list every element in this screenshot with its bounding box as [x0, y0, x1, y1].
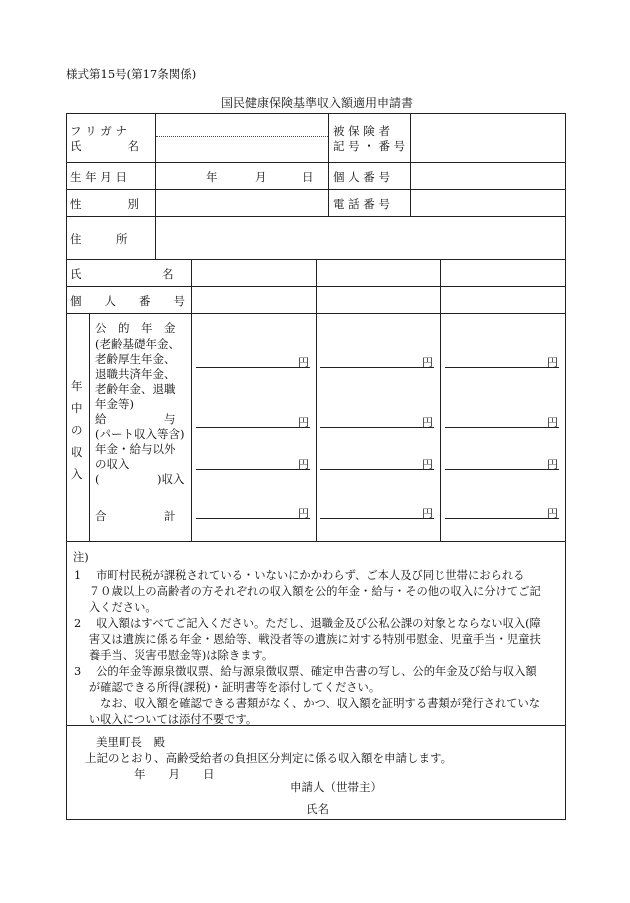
address-field[interactable] — [156, 217, 563, 258]
income-side-char-5: 入 — [71, 467, 83, 481]
insured-number-field[interactable] — [411, 114, 563, 161]
note-line-7: 3 公的年金等源泉徴収票、給与源泉徴収票、確定申告書の写し、公的年金及び給与収入額 — [74, 665, 537, 678]
income-side-char-4: 収 — [71, 445, 83, 459]
name-field[interactable] — [156, 137, 327, 161]
salary-line-1: 給 与 — [95, 412, 176, 426]
salary-line-2: (パート収入等含) — [95, 427, 185, 441]
member-3-total-yen: 円 — [547, 507, 558, 520]
member-3-name-field[interactable] — [441, 260, 563, 285]
income-side-char-3: の — [71, 423, 83, 437]
pension-line-6: 年金等) — [95, 397, 134, 411]
note-line-2: ７０歳以上の高齢者の方それぞれの収入額を公的年金・給与・その他の収入に分けてご記 — [74, 585, 541, 598]
addressee: 美里町長 殿 — [96, 735, 165, 749]
other-line-2: の収入 — [95, 457, 130, 471]
note-line-9: なお、収入額を確認できる書類がなく、かつ、収入額を証明する書類が発行されていな — [74, 697, 541, 710]
personal-number-label: 個 人 番 号 — [333, 170, 390, 184]
member-1-pension-yen: 円 — [298, 356, 309, 369]
declaration-text: 上記のとおり、高齢受給者の負担区分判定に係る収入額を申請します。 — [85, 751, 453, 765]
member-personal-number-label: 個 人 番 号 — [70, 294, 185, 308]
pension-line-4: 退職共済年金、 — [95, 367, 176, 381]
custom-income-label: ( )収入 — [95, 472, 185, 486]
member-1-other-yen: 円 — [298, 458, 309, 471]
member-name-label: 氏 名 — [70, 267, 174, 281]
declaration-date[interactable]: 年 月 日 — [134, 767, 215, 781]
note-line-10: い収入については添付不要です。 — [74, 713, 258, 726]
form-number: 様式第15号(第17条関係) — [66, 67, 197, 81]
applicant-name-label: 氏名 — [306, 802, 329, 816]
note-line-1: 1 市町村民税が課税されている・いないにかかわらず、ご本人及び同じ世帯におられる — [74, 569, 525, 582]
pension-line-2: (老齢基礎年金、 — [95, 337, 180, 351]
member-1-total-yen: 円 — [298, 507, 309, 520]
member-2-name-field[interactable] — [317, 260, 439, 285]
income-side-char-2: 中 — [71, 401, 83, 415]
member-2-number-field[interactable] — [317, 287, 439, 312]
pension-line-5: 老齢年金、退職 — [95, 382, 176, 396]
note-line-5: 害又は遺族に係る年金・恩給等、戦没者等の遺族に対する特別弔慰金、児童手当・児童扶 — [74, 633, 541, 646]
income-side-char-1: 年 — [71, 379, 83, 393]
member-2-pension-yen: 円 — [422, 356, 433, 369]
member-3-other-yen: 円 — [547, 458, 558, 471]
member-2-other-yen: 円 — [422, 458, 433, 471]
furigana-field[interactable] — [156, 114, 327, 136]
note-line-8: が確認できる所得(課税)・証明書等を添付してください。 — [74, 681, 381, 694]
notes-heading: 注) — [73, 551, 89, 564]
member-3-number-field[interactable] — [441, 287, 563, 312]
note-line-3: 入ください。 — [74, 601, 157, 614]
phone-label: 電 話 番 号 — [333, 197, 390, 211]
birthdate-month: 月 — [255, 170, 267, 184]
form-title: 国民健康保険基準収入額適用申請書 — [221, 96, 414, 110]
pension-line-3: 老齢厚生年金、 — [95, 352, 176, 366]
member-2-salary-yen: 円 — [422, 416, 433, 429]
furigana-label: フ リ ガ ナ — [70, 124, 127, 138]
other-line-1: 年金・給与以外 — [95, 442, 176, 456]
total-label: 合 計 — [95, 509, 176, 523]
member-3-pension-yen: 円 — [547, 356, 558, 369]
applicant-label: 申請人（世帯主） — [290, 780, 382, 794]
phone-field[interactable] — [411, 190, 563, 215]
member-2-total-yen: 円 — [422, 507, 433, 520]
pension-line-1: 公 的 年 金 — [95, 321, 176, 335]
gender-field[interactable] — [156, 190, 327, 215]
address-label: 住 所 — [70, 232, 128, 246]
member-1-salary-yen: 円 — [298, 416, 309, 429]
note-line-4: 2 収入額はすべてご記入ください。ただし、退職金及び公私公課の対象とならない収入(障 — [74, 617, 541, 630]
member-3-salary-yen: 円 — [547, 416, 558, 429]
personal-number-field[interactable] — [411, 163, 563, 188]
symbol-number-label: 記 号 ・ 番 号 — [333, 139, 406, 153]
birthdate-label: 生 年 月 日 — [70, 170, 127, 184]
name-label: 氏 名 — [70, 139, 139, 153]
birthdate-year: 年 — [206, 170, 218, 184]
insured-label: 被 保 険 者 — [333, 124, 390, 138]
member-1-number-field[interactable] — [192, 287, 315, 312]
member-1-name-field[interactable] — [192, 260, 315, 285]
applicant-name-field[interactable] — [332, 797, 552, 815]
gender-label: 性 別 — [70, 197, 139, 211]
note-line-6: 養手当、災害弔慰金等)は除きます。 — [74, 649, 274, 662]
birthdate-day: 日 — [302, 170, 314, 184]
